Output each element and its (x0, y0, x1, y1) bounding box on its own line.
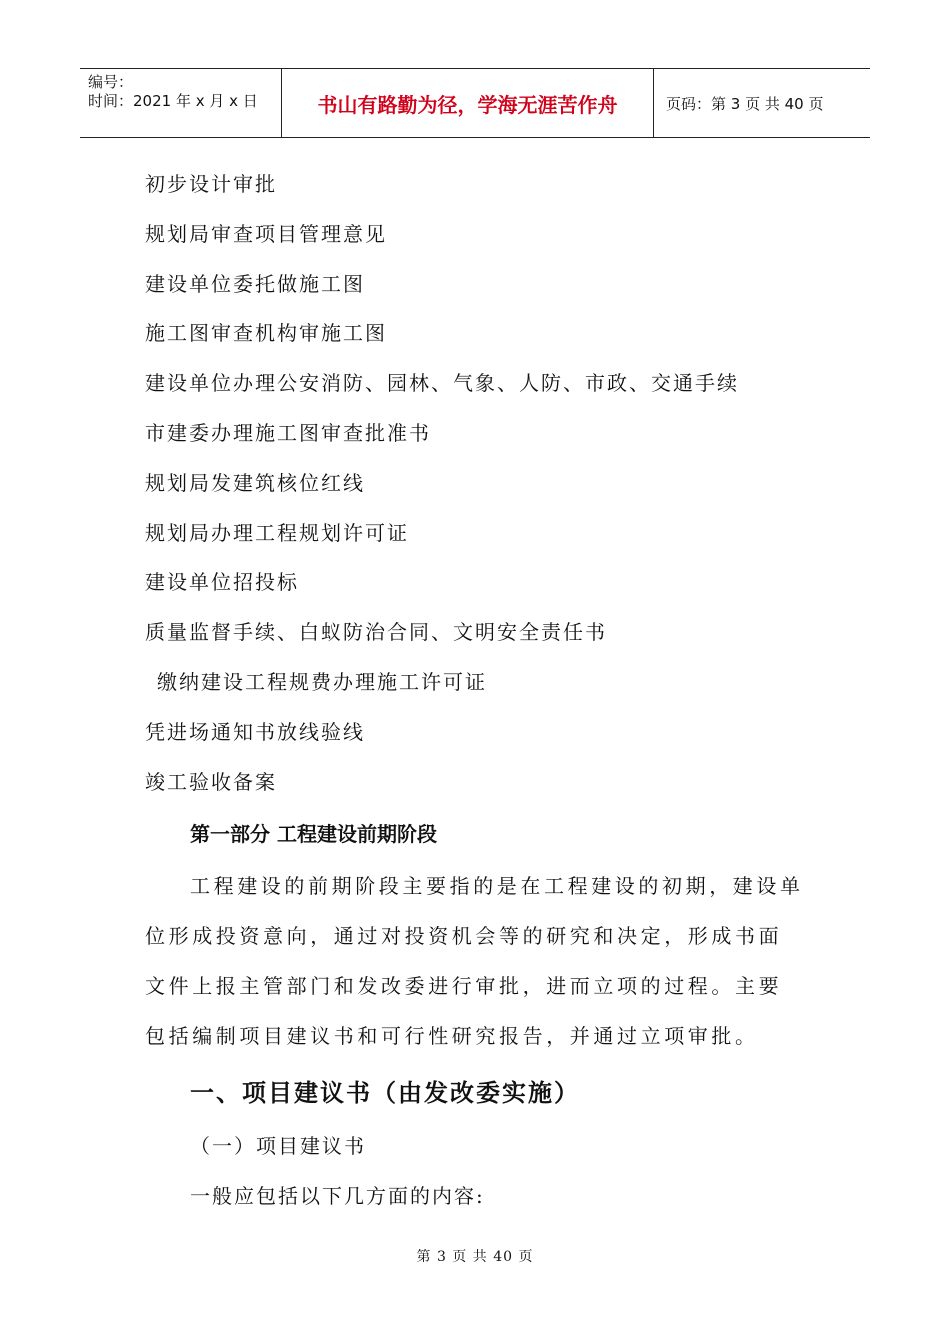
process-item: 建设单位办理公安消防、园林、气象、人防、市政、交通手续 (145, 371, 739, 396)
process-item: 竣工验收备案 (145, 769, 277, 794)
process-item: 初步设计审批 (145, 172, 277, 196)
part-title: 第一部分 工程建设前期阶段 (190, 822, 437, 847)
page-header (80, 68, 870, 138)
header-page-label: 页码：第 3 页 共 40 页 (666, 94, 824, 113)
process-item: 凭进场通知书放线验线 (145, 719, 365, 744)
process-item: 质量监督手续、白蚁防治合同、文明安全责任书 (145, 620, 607, 645)
process-item: 建设单位招投标 (145, 570, 299, 595)
page-footer: 第 3 页 共 40 页 (416, 1249, 534, 1265)
subsection-title: （一）项目建议书 (190, 1134, 366, 1159)
header-motto: 书山有路勤为径，学海无涯苦作舟 (282, 69, 654, 137)
document-body (145, 160, 805, 1221)
date-label: 时间：2021 年 x 月 x 日 (88, 92, 258, 110)
number-label: 编号： (88, 73, 134, 91)
process-item: 建设单位委托做施工图 (145, 271, 365, 296)
intro-line: 一般应包括以下几方面的内容: (190, 1184, 485, 1209)
process-item: 规划局审查项目管理意见 (145, 221, 387, 246)
body-paragraph: 工程建设的前期阶段主要指的是在工程建设的初期，建设单位形成投资意向，通过对投资机会等的研究和决定，形成书面文件上报主管部门和发改委进行审批，进而立项的过程。主要包括编制项目建议书和可行性研究报告，并通过立项审批。 (145, 874, 804, 1049)
process-item: 施工图审查机构审施工图 (145, 321, 387, 346)
process-item: 缴纳建设工程规费办理施工许可证 (157, 669, 487, 694)
section-title: 一、项目建议书（由发改委实施） (190, 1078, 580, 1108)
process-item: 规划局发建筑核位红线 (145, 470, 365, 495)
header-meta (80, 69, 282, 137)
process-item: 市建委办理施工图审查批准书 (145, 420, 431, 445)
process-item: 规划局办理工程规划许可证 (145, 520, 409, 545)
